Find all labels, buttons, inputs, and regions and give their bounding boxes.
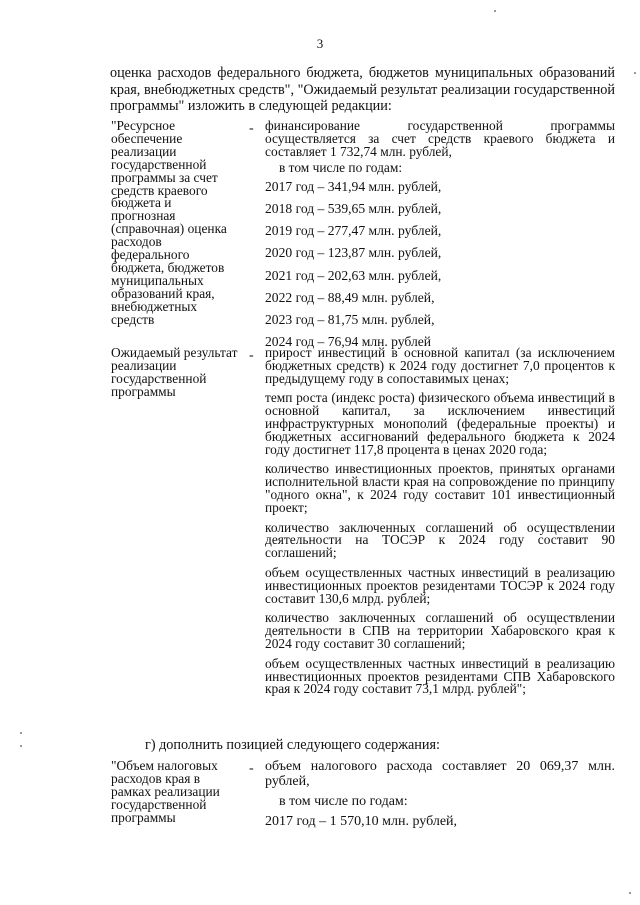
year-line: 2018 год – 539,65 млн. рублей, xyxy=(265,201,442,217)
resources-content xyxy=(265,120,615,358)
year-line: 2024 год – 76,94 млн. рублей xyxy=(265,333,432,349)
expected-item: объем осуществленных частных инвестиций в реализацию инвестиционных проектов резидентами СПВ Хабаровского края к 2024 году составит 73,1 млрд. рублей"; xyxy=(265,655,615,697)
scan-speck xyxy=(634,72,636,74)
expected-dash: - xyxy=(249,348,254,363)
tax-content xyxy=(265,760,615,838)
year-line: 2022 год – 88,49 млн. рублей, xyxy=(265,289,435,305)
section-g-heading: г) дополнить позицией следующего содержания: xyxy=(145,737,440,753)
expected-item: темп роста (индекс роста) физического объема инвестиций в основной капитал, за исключением инвестиций инфраструктурных монополий (федеральные проекты) и бюджетных ассигнований федерального бюджета к 2024 году достигнет 117,8 процента в ценах 2020 года; xyxy=(265,390,615,457)
intro-paragraph xyxy=(110,65,615,115)
tax-dash: - xyxy=(249,761,254,776)
expected-item: объем осуществленных частных инвестиций в реализацию инвестиционных проектов резидентами ТОСЭР к 2024 году составит 130,6 млрд. рублей; xyxy=(265,564,615,606)
year-line: 2023 год – 81,75 млн. рублей, xyxy=(265,311,435,327)
expected-label: Ожидаемый результат реализации государственной программы xyxy=(111,345,238,399)
expected-content xyxy=(265,347,615,700)
tax-year-line: 2017 год – 1 570,10 млн. рублей, xyxy=(265,813,458,829)
expected-item: количество заключенных соглашений об осуществлении деятельности в СПВ на территории Хабаровского края к 2024 году составит 30 соглашений; xyxy=(265,610,615,651)
tax-label: "Объем налоговых расходов края в рамках реализации государственной программы xyxy=(111,758,220,825)
year-line: 2019 год – 277,47 млн. рублей, xyxy=(265,223,442,239)
tax-by-years-label: в том числе по годам: xyxy=(279,794,408,809)
resources-dash: - xyxy=(249,121,254,136)
scan-speck xyxy=(20,732,22,734)
scan-speck xyxy=(494,10,496,12)
intro-text: оценка расходов федерального бюджета, бюджетов муниципальных образований края, внебюджетных средств", "Ожидаемый результат реализации государственной программы" изложить в следующей редакции: xyxy=(110,65,615,114)
scan-speck xyxy=(20,745,22,747)
resources-label: "Ресурсное обеспечение реализации государственной программы за счет средств краевого бюджета и прогнозная (справочная) оценка расходов федерального бюджета, бюджетов муниципальных образований края, внебюджетных средств xyxy=(111,118,227,327)
expected-item: прирост инвестиций в основной капитал (за исключением бюджетных средств) к 2024 году достигнет 7,0 процентов к предыдущему году в сопоставимых ценах; xyxy=(265,345,615,386)
scan-speck xyxy=(629,892,631,894)
expected-item: количество инвестиционных проектов, принятых органами исполнительной власти края на сопровождение по принципу "одного окна", к 2024 году составит 101 инвестиционный проект; xyxy=(265,461,615,515)
financing-text: финансирование государственной программы осуществляется за счет средств краевого бюджета и составляет 1 732,74 млн. рублей, xyxy=(265,118,615,159)
resources-by-years-label: в том числе по годам: xyxy=(279,160,403,176)
year-line: 2021 год – 202,63 млн. рублей, xyxy=(265,267,442,283)
expected-item: количество заключенных соглашений об осуществлении деятельности на ТОСЭР к 2024 году составит 90 соглашений; xyxy=(265,519,615,561)
page-number: 3 xyxy=(316,36,324,51)
year-line: 2020 год – 123,87 млн. рублей, xyxy=(265,245,442,261)
year-line: 2017 год – 341,94 млн. рублей, xyxy=(265,179,442,195)
tax-volume-text: объем налогового расхода составляет 20 069,37 млн. рублей, xyxy=(265,759,615,789)
